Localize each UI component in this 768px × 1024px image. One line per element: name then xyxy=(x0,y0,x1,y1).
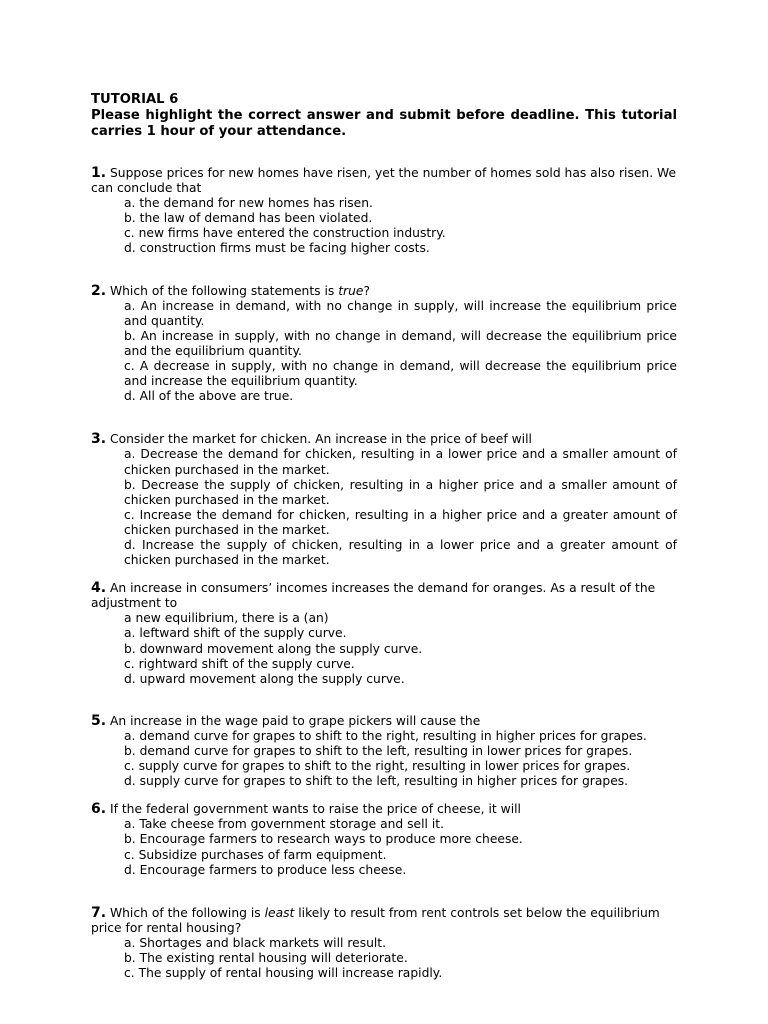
question-number: 5. xyxy=(91,712,107,729)
option-b[interactable]: b. An increase in supply, with no change in demand, will decrease the equilibrium price and the equilibrium quantity. xyxy=(124,328,677,358)
question-text: An increase in the wage paid to grape pickers will cause the xyxy=(109,713,481,728)
option-list xyxy=(91,299,677,405)
option-b[interactable]: b. Decrease the supply of chicken, resulting in a higher price and a smaller amount of chicken purchased in the market. xyxy=(124,477,677,507)
option-list xyxy=(91,626,677,686)
document-title: TUTORIAL 6 xyxy=(91,92,179,107)
question-3 xyxy=(91,432,677,568)
option-d[interactable]: d. construction firms must be facing higher costs. xyxy=(124,241,430,256)
option-a[interactable]: a. the demand for new homes has risen. xyxy=(124,196,373,211)
option-a[interactable]: a. Take cheese from government storage and sell it. xyxy=(124,817,445,832)
option-list xyxy=(91,729,677,789)
option-c[interactable]: c. Subsidize purchases of farm equipment. xyxy=(124,847,387,862)
question-number: 4. xyxy=(91,580,107,597)
question-2-stem xyxy=(91,284,677,299)
question-number: 6. xyxy=(91,801,107,818)
option-b[interactable]: b. The existing rental housing will deteriorate. xyxy=(124,951,408,966)
option-b[interactable]: b. Encourage farmers to research ways to produce more cheese. xyxy=(124,832,523,847)
option-b[interactable]: b. demand curve for grapes to shift to the left, resulting in lower prices for grapes. xyxy=(124,744,633,758)
question-text-before: Which of the following statements is xyxy=(109,283,339,298)
option-d[interactable]: d. Increase the supply of chicken, resulting in a lower price and a greater amount of chicken purchased in the market. xyxy=(124,537,677,568)
question-text: An increase in consumers’ incomes increases the demand for oranges. As a result of the adjustment to xyxy=(91,581,656,611)
option-c[interactable]: c. A decrease in supply, with no change in demand, will decrease the equilibrium price and increase the equilibrium quantity. xyxy=(124,359,677,389)
option-c[interactable]: c. rightward shift of the supply curve. xyxy=(124,656,355,671)
question-text-after: ? xyxy=(363,283,370,298)
question-4-stem xyxy=(91,581,677,611)
option-d[interactable]: d. All of the above are true. xyxy=(124,389,294,404)
question-number: 3. xyxy=(91,431,107,448)
question-3-stem xyxy=(91,432,677,447)
document-instructions: Please highlight the correct answer and submit before deadline. This tutorial carries 1 hour of your attendance. xyxy=(91,108,677,139)
option-a[interactable]: a. Shortages and black markets will result. xyxy=(124,935,387,950)
question-text-before: Which of the following is xyxy=(109,905,265,920)
question-6-stem xyxy=(91,802,677,817)
question-text: If the federal government wants to raise the price of cheese, it will xyxy=(109,802,521,817)
option-list xyxy=(91,936,677,981)
question-text-after: likely to result from rent controls set below the equilibrium price for rental housing? xyxy=(91,905,660,935)
question-text: Suppose prices for new homes have risen, yet the number of homes sold has also risen. We can conclude that xyxy=(91,166,677,196)
question-2 xyxy=(91,284,677,405)
question-7 xyxy=(91,906,677,981)
option-c[interactable]: c. Increase the demand for chicken, resulting in a higher price and a greater amount of chicken purchased in the market. xyxy=(124,507,677,537)
option-a[interactable]: a. leftward shift of the supply curve. xyxy=(124,626,347,641)
question-text: Consider the market for chicken. An increase in the price of beef will xyxy=(109,432,532,447)
option-b[interactable]: b. downward movement along the supply curve. xyxy=(124,641,423,656)
question-4 xyxy=(91,581,677,687)
question-5-stem xyxy=(91,714,677,729)
question-text-emphasis: least xyxy=(264,905,295,920)
question-number: 2. xyxy=(91,282,107,299)
question-text-emphasis: true xyxy=(338,283,364,298)
question-6 xyxy=(91,802,677,877)
option-d[interactable]: d. Encourage farmers to produce less cheese. xyxy=(124,862,407,877)
question-1 xyxy=(91,166,677,257)
option-a[interactable]: a. Decrease the demand for chicken, resulting in a lower price and a smaller amount of chicken purchased in the market. xyxy=(124,447,677,477)
option-b[interactable]: b. the law of demand has been violated. xyxy=(124,211,373,226)
question-1-stem xyxy=(91,166,677,196)
question-number: 7. xyxy=(91,904,107,921)
option-a[interactable]: a. demand curve for grapes to shift to the right, resulting in higher prices for grapes. xyxy=(124,728,647,743)
option-list xyxy=(91,447,677,568)
question-number: 1. xyxy=(91,165,107,181)
question-text-continuation: a new equilibrium, there is a (an) xyxy=(124,611,329,626)
option-c[interactable]: c. The supply of rental housing will increase rapidly. xyxy=(124,966,443,981)
option-d[interactable]: d. upward movement along the supply curve. xyxy=(124,671,405,686)
option-list xyxy=(91,196,677,256)
option-d[interactable]: d. supply curve for grapes to shift to the left, resulting in higher prices for grapes. xyxy=(124,774,629,789)
question-7-stem xyxy=(91,906,677,936)
question-5 xyxy=(91,714,677,789)
tutorial-document xyxy=(91,92,677,981)
option-c[interactable]: c. supply curve for grapes to shift to the right, resulting in lower prices for grapes. xyxy=(124,759,631,774)
option-c[interactable]: c. new firms have entered the construction industry. xyxy=(124,226,446,241)
option-list xyxy=(91,817,677,877)
option-a[interactable]: a. An increase in demand, with no change in supply, will increase the equilibrium price and quantity. xyxy=(124,298,677,328)
